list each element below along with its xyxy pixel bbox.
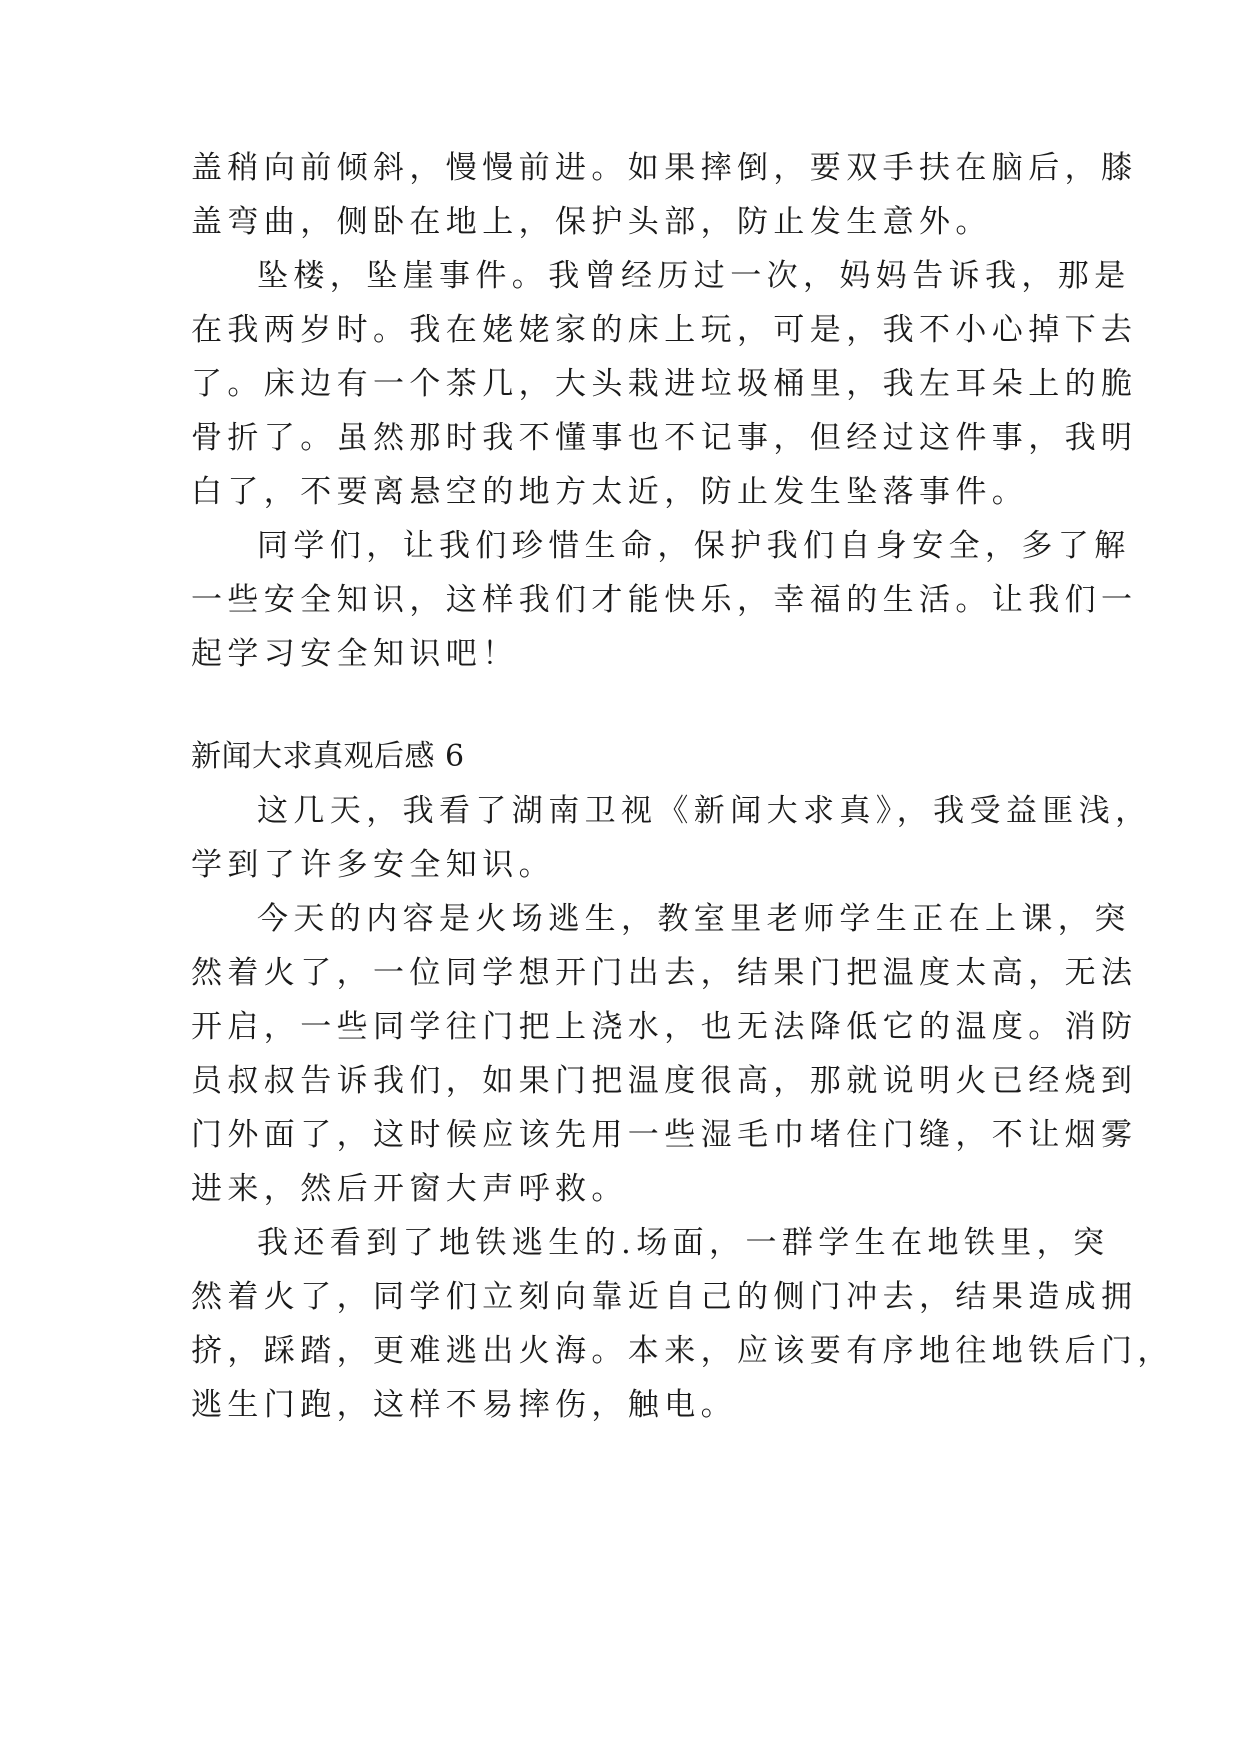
paragraph-line: 骨折了。虽然那时我不懂事也不记事，但经过这件事，我明 — [191, 420, 1138, 456]
paragraph-line: 门外面了，这时候应该先用一些湿毛巾堵住门缝，不让烟雾 — [191, 1117, 1138, 1153]
paragraph-line: 一些安全知识，这样我们才能快乐，幸福的生活。让我们一 — [191, 582, 1138, 618]
paragraph-line: 了。床边有一个茶几，大头栽进垃圾桶里，我左耳朵上的脆 — [191, 366, 1138, 402]
paragraph-line: 坠楼，坠崖事件。我曾经历过一次，妈妈告诉我，那是 — [257, 258, 1131, 294]
paragraph-line: 然着火了，一位同学想开门出去，结果门把温度太高，无法 — [191, 955, 1138, 991]
paragraph-line: 这几天，我看了湖南卫视《新闻大求真》，我受益匪浅， — [257, 793, 1152, 829]
section-heading: 新闻大求真观后感 6 — [191, 739, 465, 774]
paragraph-line: 挤，踩踏，更难逃出火海。本来，应该要有序地往地铁后门， — [191, 1333, 1174, 1369]
paragraph-line: 在我两岁时。我在姥姥家的床上玩，可是，我不小心掉下去 — [191, 312, 1138, 348]
paragraph-line: 白了，不要离悬空的地方太近，防止发生坠落事件。 — [191, 474, 1029, 510]
paragraph-line: 今天的内容是火场逃生，教室里老师学生正在上课，突 — [257, 901, 1131, 937]
paragraph-line: 起学习安全知识吧！ — [191, 636, 519, 672]
paragraph-line: 进来，然后开窗大声呼救。 — [191, 1171, 628, 1207]
paragraph-line: 逃生门跑，这样不易摔伤，触电。 — [191, 1387, 737, 1423]
paragraph-line: 我还看到了地铁逃生的.场面，一群学生在地铁里，突 — [257, 1225, 1110, 1261]
paragraph-line: 盖弯曲，侧卧在地上，保护头部，防止发生意外。 — [191, 204, 992, 240]
paragraph-line: 盖稍向前倾斜，慢慢前进。如果摔倒，要双手扶在脑后，膝 — [191, 150, 1138, 186]
paragraph-line: 同学们，让我们珍惜生命，保护我们自身安全，多了解 — [257, 528, 1131, 564]
paragraph-line: 然着火了，同学们立刻向靠近自己的侧门冲去，结果造成拥 — [191, 1279, 1138, 1315]
paragraph-line: 开启，一些同学往门把上浇水，也无法降低它的温度。消防 — [191, 1009, 1138, 1045]
paragraph-line: 学到了许多安全知识。 — [191, 847, 555, 883]
paragraph-line: 员叔叔告诉我们，如果门把温度很高，那就说明火已经烧到 — [191, 1063, 1138, 1099]
